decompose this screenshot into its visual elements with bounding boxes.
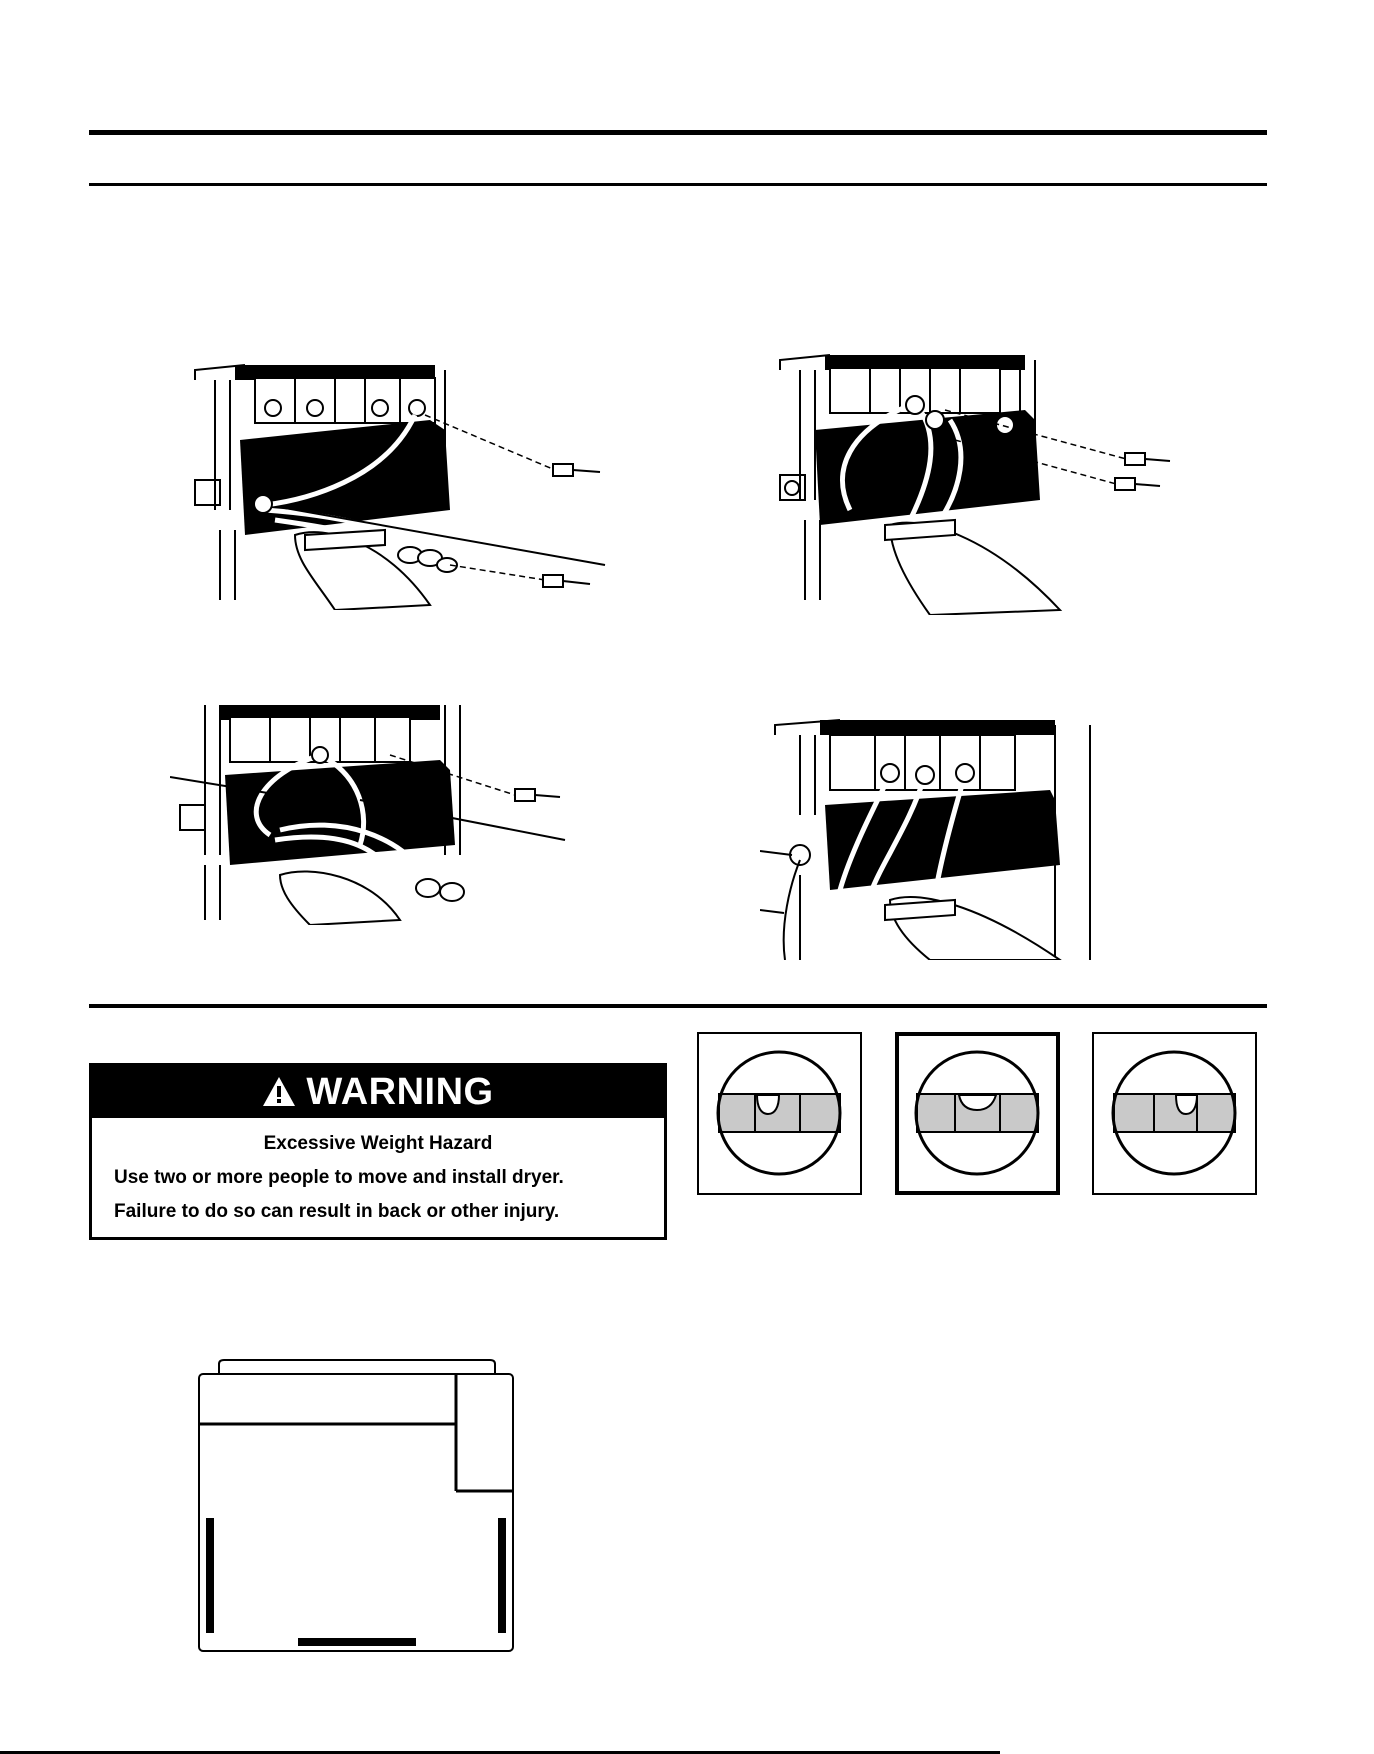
warning-line-2: Failure to do so can result in back or other injury.	[114, 1201, 560, 1222]
terminal-block-diagram-4	[760, 715, 1130, 960]
warning-title: Excessive Weight Hazard	[263, 1133, 493, 1154]
terminal-block-diagram-1	[185, 360, 615, 610]
warning-triangle-icon	[262, 1075, 296, 1109]
terminal-block-diagram-3	[170, 705, 570, 925]
middle-rule	[89, 1004, 1267, 1008]
warning-box	[89, 1063, 667, 1240]
level-bubble-center	[895, 1032, 1060, 1195]
level-bubble-left	[697, 1032, 862, 1195]
level-bubble-right	[1092, 1032, 1257, 1195]
warning-heading: WARNING	[306, 1070, 494, 1113]
terminal-block-diagram-2	[770, 350, 1200, 615]
dryer-top-view	[196, 1358, 516, 1658]
top-rule-thin	[89, 183, 1267, 186]
warning-header	[92, 1066, 664, 1118]
warning-line-1: Use two or more people to move and install dryer.	[114, 1167, 564, 1188]
top-rule-thick	[89, 130, 1267, 135]
